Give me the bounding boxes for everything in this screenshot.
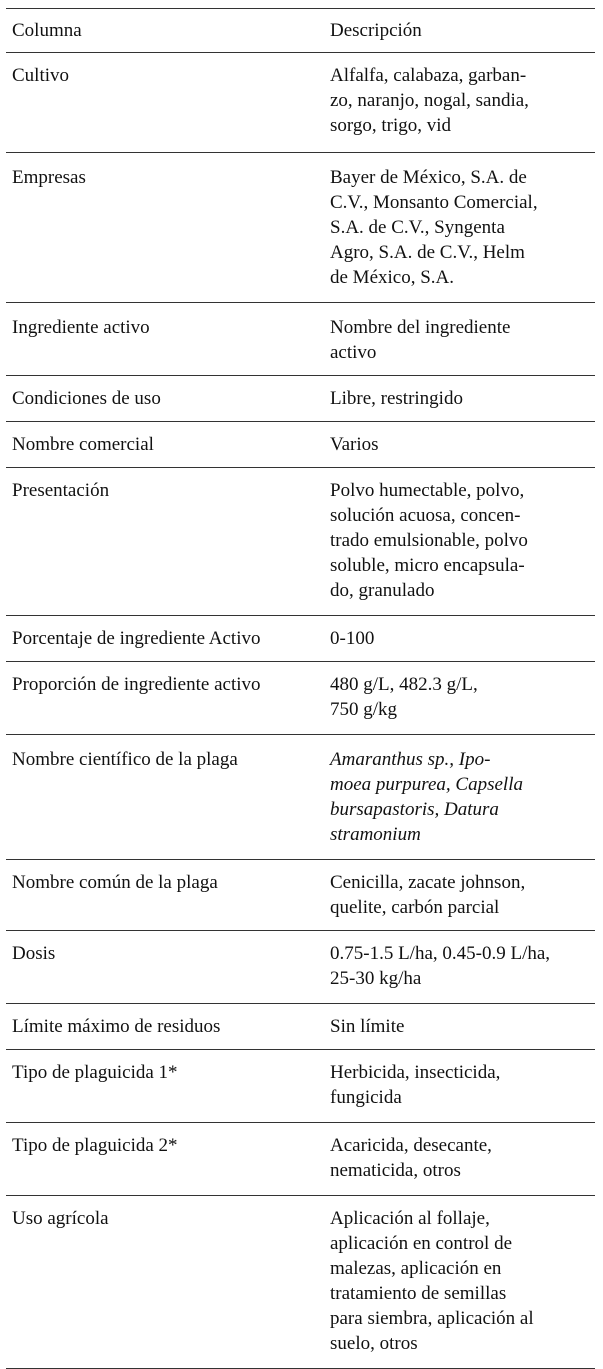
table-row: [6, 860, 595, 931]
row-name: Dosis: [12, 943, 56, 964]
row-description: 480 g/L, 482.3 g/L, 750 g/kg: [330, 674, 478, 720]
row-name: Tipo de plaguicida 1*: [12, 1062, 178, 1083]
columns-description-table: [6, 8, 595, 1369]
table-row: [6, 53, 595, 153]
row-description-scientific: Amaranthus sp., Ipo- moea purpurea, Capsella bursapastoris, Datura stramonium: [330, 749, 523, 845]
row-name: Ingrediente activo: [12, 317, 150, 338]
row-name: Nombre común de la plaga: [12, 872, 218, 893]
row-description: Alfalfa, calabaza, garban- zo, naranjo, nogal, sandia, sorgo, trigo, vid: [330, 65, 529, 136]
row-name: Cultivo: [12, 65, 70, 86]
row-name: Nombre científico de la plaga: [12, 749, 238, 770]
table-row: [6, 153, 595, 303]
row-description: 0-100: [330, 628, 375, 649]
table-row: [6, 1004, 595, 1050]
row-name: Uso agrícola: [12, 1208, 109, 1229]
header-column-description: Descripción: [330, 20, 422, 41]
row-description: Herbicida, insecticida, fungicida: [330, 1062, 501, 1108]
table-row: [6, 468, 595, 616]
row-name: Límite máximo de residuos: [12, 1016, 221, 1037]
table-row: [6, 1050, 595, 1123]
row-name: Tipo de plaguicida 2*: [12, 1135, 178, 1156]
table-row: [6, 1196, 595, 1369]
row-description: Nombre del ingrediente activo: [330, 317, 511, 363]
row-description: Sin límite: [330, 1016, 405, 1037]
table-row: [6, 735, 595, 860]
row-name: Porcentaje de ingrediente Activo: [12, 628, 261, 649]
row-description: 0.75-1.5 L/ha, 0.45-0.9 L/ha, 25-30 kg/ha: [330, 943, 551, 989]
table-row: [6, 376, 595, 422]
row-description: Polvo humectable, polvo, solución acuosa, concen- trado emulsionable, polvo soluble, micro encapsula- do, granulado: [330, 480, 528, 601]
row-description: Varios: [330, 434, 379, 455]
row-description: Aplicación al follaje, aplicación en control de malezas, aplicación en tratamiento de semillas para siembra, aplicación al suelo, otros: [330, 1208, 534, 1354]
row-name: Empresas: [12, 167, 86, 188]
row-description: Bayer de México, S.A. de C.V., Monsanto Comercial, S.A. de C.V., Syngenta Agro, S.A. de C.V., Helm de México, S.A.: [330, 167, 538, 288]
table-row: [6, 931, 595, 1004]
row-description: Acaricida, desecante, nematicida, otros: [330, 1135, 492, 1181]
row-name: Condiciones de uso: [12, 388, 161, 409]
row-name: Nombre comercial: [12, 434, 154, 455]
row-description: Libre, restringido: [330, 388, 463, 409]
row-name: Presentación: [12, 480, 110, 501]
row-description: Cenicilla, zacate johnson, quelite, carbón parcial: [330, 872, 526, 918]
table-row: [6, 616, 595, 662]
header-column-name: Columna: [12, 20, 82, 41]
table-row: [6, 422, 595, 468]
table-header-row: [6, 9, 595, 53]
table-row: [6, 303, 595, 376]
table-row: [6, 662, 595, 735]
table-row: [6, 1123, 595, 1196]
row-name: Proporción de ingrediente activo: [12, 674, 261, 695]
